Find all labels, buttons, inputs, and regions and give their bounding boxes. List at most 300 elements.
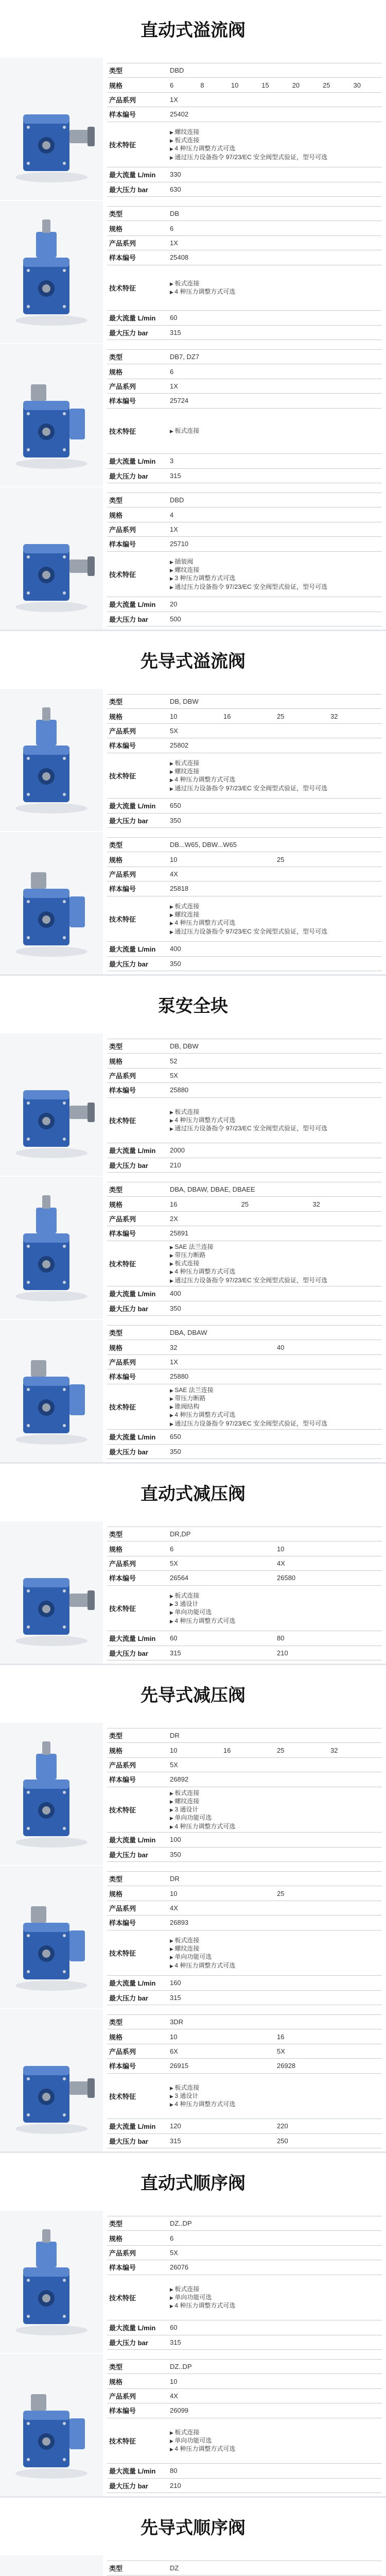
spec-values [168, 1301, 382, 1315]
spec-label: 类型 [109, 1732, 123, 1740]
product-card [0, 831, 386, 974]
spec-values [168, 1872, 382, 1886]
feature-item: ▶ 通过压力设备指令 97/23/EC 安全阀型式验证，型号可选 [170, 1276, 380, 1284]
feature-list [168, 265, 382, 311]
spec-values [168, 867, 382, 881]
spec-values [168, 2044, 382, 2058]
spec-row-flow [107, 311, 382, 325]
valve-top-shape [23, 2066, 69, 2075]
spec-values [168, 1069, 382, 1082]
spec-row-type [107, 1039, 382, 1054]
spec-value: 10 [170, 2377, 178, 2385]
valve-port-inner-shape [42, 2093, 50, 2101]
spec-label: 技术特征 [109, 2437, 136, 2445]
spec-values [168, 852, 382, 866]
adjuster-shape [69, 2081, 90, 2095]
feature-item: ▶ 单向功能可选 [170, 1608, 380, 1616]
spec-value: 32 [312, 1200, 320, 1208]
spec-label: 最大流量 L/min [109, 945, 156, 954]
feature-list [168, 1384, 382, 1430]
spec-row-flow [107, 1143, 382, 1158]
spec-row-flow [107, 2119, 382, 2133]
feature-list [168, 753, 382, 799]
spec-label: 产品系列 [109, 1904, 136, 1912]
spec-label: 规格 [109, 1344, 123, 1352]
valve-port-inner-shape [42, 916, 50, 924]
spec-value: 25 [277, 1746, 285, 1754]
spec-value: 26893 [170, 1919, 189, 1927]
spec-row-catalog [107, 250, 382, 265]
spec-row-pressure [107, 1646, 382, 1660]
product-card [0, 1032, 386, 1176]
product-image [0, 832, 103, 974]
feature-item: ▶ 板式连接 [170, 279, 380, 287]
spec-values [168, 1054, 382, 1067]
spec-values [168, 2320, 382, 2334]
product-card [0, 2554, 386, 2576]
bolt-shape [27, 2113, 30, 2116]
spec-row-flow [107, 1976, 382, 1990]
spec-label: 样本编号 [109, 742, 136, 750]
spec-value: 330 [170, 171, 181, 179]
bolt-shape [27, 1934, 30, 1937]
feature-item: ▶ 4 种压力调整方式可选 [170, 1411, 380, 1419]
spec-label: 类型 [109, 2019, 123, 2027]
spec-value: 32 [330, 712, 338, 720]
feature-item: ▶ 4 种压力调整方式可选 [170, 2100, 380, 2108]
spec-values [168, 1848, 382, 1861]
product-card [0, 200, 386, 343]
spec-row-pressure [107, 1158, 382, 1173]
bolt-shape [27, 757, 30, 760]
spec-label: 最大压力 bar [109, 960, 148, 968]
product-card [0, 1176, 386, 1319]
valve-top-shape [23, 745, 69, 755]
spec-label: 类型 [109, 67, 123, 75]
spec-values [168, 1083, 382, 1097]
spec-row-features [107, 753, 382, 799]
spec-values [168, 1886, 382, 1900]
adjuster-shape [69, 1594, 90, 1607]
feature-list [168, 1098, 382, 1143]
spec-row-series [107, 1901, 382, 1916]
bolt-shape [63, 1625, 66, 1629]
spec-values [168, 724, 382, 738]
spec-row-type [107, 2014, 382, 2029]
spec-label: 最大流量 L/min [109, 314, 156, 323]
feature-item: ▶ 板式连接 [170, 2428, 380, 2436]
spec-values [168, 942, 382, 956]
spec-value: 315 [170, 1649, 181, 1657]
spec-value: 3 [170, 457, 174, 465]
spec-values [168, 469, 382, 483]
spec-label: 样本编号 [109, 1373, 136, 1381]
product-image [0, 344, 103, 486]
spec-label: 规格 [109, 1057, 123, 1065]
spec-values [168, 799, 382, 812]
spec-value: DBD [170, 496, 184, 504]
spec-row-features [107, 896, 382, 942]
spec-row-features [107, 1098, 382, 1144]
product-image [0, 1177, 103, 1319]
spec-value: 10 [170, 855, 178, 863]
spec-label: 最大流量 L/min [109, 1979, 156, 1988]
spec-row-type [107, 1182, 382, 1197]
spec-values [168, 1369, 382, 1383]
spec-table [103, 2211, 386, 2353]
valve-port-inner-shape [42, 2294, 50, 2302]
spec-value: 350 [170, 1447, 181, 1455]
spec-row-series [107, 522, 382, 537]
spec-label: 规格 [109, 511, 123, 519]
feature-item: ▶ 3 通设计 [170, 1805, 380, 1814]
spec-label: 最大压力 bar [109, 1448, 148, 1456]
spec-row-catalog [107, 1772, 382, 1787]
spec-label: 最大压力 bar [109, 1994, 148, 2002]
spec-values [168, 2134, 382, 2148]
feature-item: ▶ 板式连接 [170, 759, 380, 767]
spec-value: DBA, DBAW [170, 1329, 207, 1337]
bolt-shape [27, 2422, 30, 2425]
spec-table [103, 1033, 386, 1176]
spec-value: 5X [170, 1760, 178, 1769]
spec-values [168, 182, 382, 196]
spec-row-catalog [107, 1916, 382, 1930]
spec-value: DR,DP [170, 1530, 191, 1538]
product-card [0, 2008, 386, 2151]
bolt-shape [63, 2077, 66, 2080]
spec-row-features [107, 2074, 382, 2120]
valve-port-inner-shape [42, 1403, 50, 1412]
pilot-shape [36, 1208, 57, 1233]
feature-item: ▶ 螺纹连接 [170, 910, 380, 919]
valve-illustration [0, 1723, 103, 1865]
feature-list [168, 1930, 382, 1976]
spec-value: 630 [170, 185, 181, 193]
feature-item: ▶ 4 种压力调整方式可选 [170, 1822, 380, 1831]
valve-top-shape [23, 544, 69, 553]
spec-values [168, 1430, 382, 1444]
spec-value: 80 [277, 1634, 285, 1642]
feature-item: ▶ 4 种压力调整方式可选 [170, 1617, 380, 1625]
spec-label: 最大压力 bar [109, 1304, 148, 1313]
spec-label: 规格 [109, 1200, 123, 1209]
spec-label: 规格 [109, 713, 123, 721]
spec-row-flow [107, 597, 382, 612]
spec-value: 25 [277, 855, 285, 863]
shadow-shape [15, 1636, 87, 1646]
spec-value: 26076 [170, 2263, 189, 2272]
spec-value: 1X [170, 239, 178, 247]
valve-port-inner-shape [42, 141, 50, 149]
spec-value: 315 [170, 2338, 181, 2346]
spec-table [103, 832, 386, 974]
spec-row-type [107, 2359, 382, 2374]
spec-values [168, 2029, 382, 2043]
bolt-shape [27, 900, 30, 903]
spec-row-size [107, 221, 382, 235]
spec-value: 26099 [170, 2406, 189, 2415]
valve-top-shape [23, 1377, 69, 1386]
spec-values [168, 326, 382, 340]
spec-values [168, 1833, 382, 1846]
spec-label: 最大压力 bar [109, 329, 148, 337]
spec-value: 26580 [277, 1574, 296, 1582]
bolt-shape [27, 1625, 30, 1629]
spec-values [168, 236, 382, 250]
spec-row-pressure [107, 326, 382, 340]
spec-values [168, 1212, 382, 1226]
section-title: 直动式减压阀 [0, 1462, 386, 1520]
spec-values [168, 2561, 382, 2575]
bolt-shape [27, 2279, 30, 2282]
spec-label: 最大流量 L/min [109, 2123, 156, 2131]
spec-value: 210 [277, 1649, 288, 1657]
spec-value: 160 [170, 1979, 181, 1987]
bolt-shape [63, 1138, 66, 1141]
shadow-shape [15, 1291, 87, 1301]
spec-values [168, 882, 382, 895]
spec-label: 最大压力 bar [109, 2137, 148, 2145]
product-card [0, 486, 386, 630]
feature-item: ▶ 4 种压力调整方式可选 [170, 144, 380, 152]
spec-label: 最大流量 L/min [109, 1433, 156, 1442]
valve-top-shape [23, 1923, 69, 1932]
spec-table [103, 201, 386, 343]
bolt-shape [27, 1589, 30, 1592]
spec-label: 类型 [109, 2363, 123, 2371]
feature-list [168, 1787, 382, 1833]
spec-value: 16 [223, 712, 231, 720]
spec-value: DB, DBW [170, 698, 199, 706]
bolt-shape [63, 1827, 66, 1830]
feature-item: ▶ 螺纹连接 [170, 1944, 380, 1953]
spec-row-series [107, 2389, 382, 2403]
knob-shape [31, 872, 46, 889]
spec-label: 最大压力 bar [109, 472, 148, 480]
spec-row-pressure [107, 612, 382, 626]
spec-label: 产品系列 [109, 2392, 136, 2400]
spec-label: 类型 [109, 2565, 123, 2573]
spec-value: 60 [170, 2324, 178, 2332]
spec-row-pressure [107, 2335, 382, 2350]
feature-item: ▶ 单向功能可选 [170, 2436, 380, 2445]
spec-value: 32 [330, 1746, 338, 1754]
knob-shape [87, 1590, 95, 1610]
valve-top-shape [23, 1233, 69, 1243]
spec-values [168, 221, 382, 235]
spec-values [168, 2216, 382, 2230]
valve-top-shape [23, 889, 69, 898]
valve-illustration [0, 1866, 103, 2008]
spec-row-catalog [107, 2059, 382, 2073]
spec-value: 3DR [170, 2018, 184, 2026]
bolt-shape [27, 448, 30, 451]
shadow-shape [15, 1837, 87, 1848]
spec-value: 25710 [170, 540, 189, 548]
spec-row-catalog [107, 394, 382, 408]
spec-row-type [107, 2216, 382, 2231]
spec-value: 400 [170, 945, 181, 953]
valve-port-inner-shape [42, 1117, 50, 1125]
knob-shape [87, 2078, 95, 2098]
bolt-shape [63, 2113, 66, 2116]
spec-value: 6 [170, 367, 174, 376]
spec-label: 产品系列 [109, 239, 136, 247]
spec-row-size [107, 1886, 382, 1901]
spec-table [103, 58, 386, 200]
spec-values [168, 207, 382, 221]
bolt-shape [27, 936, 30, 939]
spec-value: 350 [170, 1304, 181, 1312]
spec-value: 500 [170, 615, 181, 623]
valve-illustration [0, 1177, 103, 1319]
spec-label: 规格 [109, 225, 123, 233]
valve-illustration [0, 201, 103, 343]
spec-row-features [107, 1586, 382, 1632]
product-card [0, 1865, 386, 2008]
spec-value: DB, DBW [170, 1042, 199, 1050]
spec-label: 技术特征 [109, 915, 136, 923]
valve-illustration [0, 487, 103, 630]
spec-values [168, 2260, 382, 2274]
bolt-shape [63, 555, 66, 558]
spec-value: 25818 [170, 885, 189, 893]
spec-label: 技术特征 [109, 284, 136, 292]
feature-item: ▶ 板式连接 [170, 2285, 380, 2293]
product-image [0, 487, 103, 630]
valve-illustration [0, 832, 103, 974]
spec-value: DR [170, 1732, 180, 1740]
spec-label: 类型 [109, 1043, 123, 1051]
spec-values [168, 250, 382, 264]
spec-values [168, 1571, 382, 1585]
pilot-shape [36, 2242, 57, 2267]
feature-item: ▶ 4 种压力调整方式可选 [170, 1116, 380, 1124]
spec-value: 25 [277, 1889, 285, 1897]
spec-row-type [107, 2561, 382, 2575]
section-title: 泵安全块 [0, 974, 386, 1032]
spec-value: 2X [170, 1214, 178, 1223]
spec-label: 产品系列 [109, 1072, 136, 1080]
feature-list [168, 122, 382, 167]
bolt-shape [27, 2315, 30, 2318]
spec-row-flow [107, 1430, 382, 1444]
product-image [0, 2555, 103, 2576]
spec-row-catalog [107, 738, 382, 753]
spec-row-features [107, 552, 382, 598]
spec-table [103, 689, 386, 831]
spec-value: 10 [170, 712, 178, 720]
spec-row-size [107, 1054, 382, 1068]
spec-label: 类型 [109, 1875, 123, 1884]
bolt-shape [63, 412, 66, 415]
spec-row-catalog [107, 537, 382, 551]
spec-label: 规格 [109, 2033, 123, 2041]
bolt-shape [63, 2279, 66, 2282]
spec-row-features [107, 1241, 382, 1287]
product-card [0, 57, 386, 200]
valve-top-shape [23, 114, 69, 124]
spec-values [168, 364, 382, 378]
bolt-shape [63, 1101, 66, 1105]
spec-row-features [107, 1384, 382, 1430]
feature-item: ▶ 4 种压力调整方式可选 [170, 775, 380, 784]
pilot-shape [36, 1754, 57, 1780]
feature-item: ▶ 4 种压力调整方式可选 [170, 2301, 380, 2310]
shadow-shape [15, 1148, 87, 1158]
spec-label: 技术特征 [109, 1260, 136, 1268]
spec-label: 样本编号 [109, 254, 136, 262]
spec-row-size [107, 2029, 382, 2044]
spec-row-catalog [107, 2403, 382, 2418]
product-card [0, 688, 386, 831]
spec-value: 6 [170, 1545, 174, 1553]
spec-values [168, 2389, 382, 2403]
spec-label: 规格 [109, 81, 123, 90]
spec-label: 技术特征 [109, 427, 136, 435]
spec-values [168, 1039, 382, 1053]
spec-label: 样本编号 [109, 1919, 136, 1927]
spec-value: 400 [170, 1290, 181, 1298]
feature-item: ▶ 通过压力设备指令 97/23/EC 安全阀型式验证，型号可选 [170, 1124, 380, 1132]
spec-values [168, 522, 382, 536]
spec-label: 样本编号 [109, 1776, 136, 1784]
spec-value: 1X [170, 1358, 178, 1366]
spec-table [103, 1866, 386, 2008]
spec-label: 最大流量 L/min [109, 601, 156, 609]
section-title: 直动式顺序阀 [0, 2151, 386, 2210]
solenoid-shape [69, 2418, 85, 2449]
spec-row-size [107, 709, 382, 723]
bolt-shape [63, 591, 66, 595]
spec-row-series [107, 93, 382, 107]
spec-value: 315 [170, 2137, 181, 2145]
spec-values [168, 167, 382, 181]
spec-values [168, 1916, 382, 1929]
spec-row-series [107, 1355, 382, 1369]
bolt-shape [63, 1934, 66, 1937]
spec-row-pressure [107, 1848, 382, 1862]
spec-label: 最大压力 bar [109, 1649, 148, 1657]
spec-label: 产品系列 [109, 96, 136, 104]
spec-label: 产品系列 [109, 382, 136, 391]
product-image [0, 2211, 103, 2353]
spec-value: 25 [277, 712, 285, 720]
spec-label: 产品系列 [109, 2047, 136, 2056]
valve-port-inner-shape [42, 284, 50, 293]
spec-row-pressure [107, 2479, 382, 2493]
shadow-shape [15, 1434, 87, 1445]
knob-shape [31, 384, 46, 401]
knob-shape [42, 219, 50, 233]
spec-value: 5X [170, 1071, 178, 1079]
spec-value: 26915 [170, 2062, 189, 2070]
spec-label: 最大流量 L/min [109, 1290, 156, 1298]
product-image [0, 1866, 103, 2008]
spec-value: 350 [170, 1850, 181, 1858]
spec-value: 10 [170, 1889, 178, 1897]
spec-label: 最大流量 L/min [109, 1147, 156, 1155]
feature-item: ▶ 单向功能可选 [170, 2293, 380, 2301]
spec-values [168, 350, 382, 364]
spec-row-pressure [107, 1991, 382, 2005]
feature-item: ▶ 4 种压力调整方式可选 [170, 2445, 380, 2453]
spec-values [168, 2464, 382, 2478]
spec-row-size [107, 852, 382, 867]
spec-label: 类型 [109, 497, 123, 505]
feature-item: ▶ 通过压力设备指令 97/23/EC 安全阀型式验证，型号可选 [170, 583, 380, 591]
